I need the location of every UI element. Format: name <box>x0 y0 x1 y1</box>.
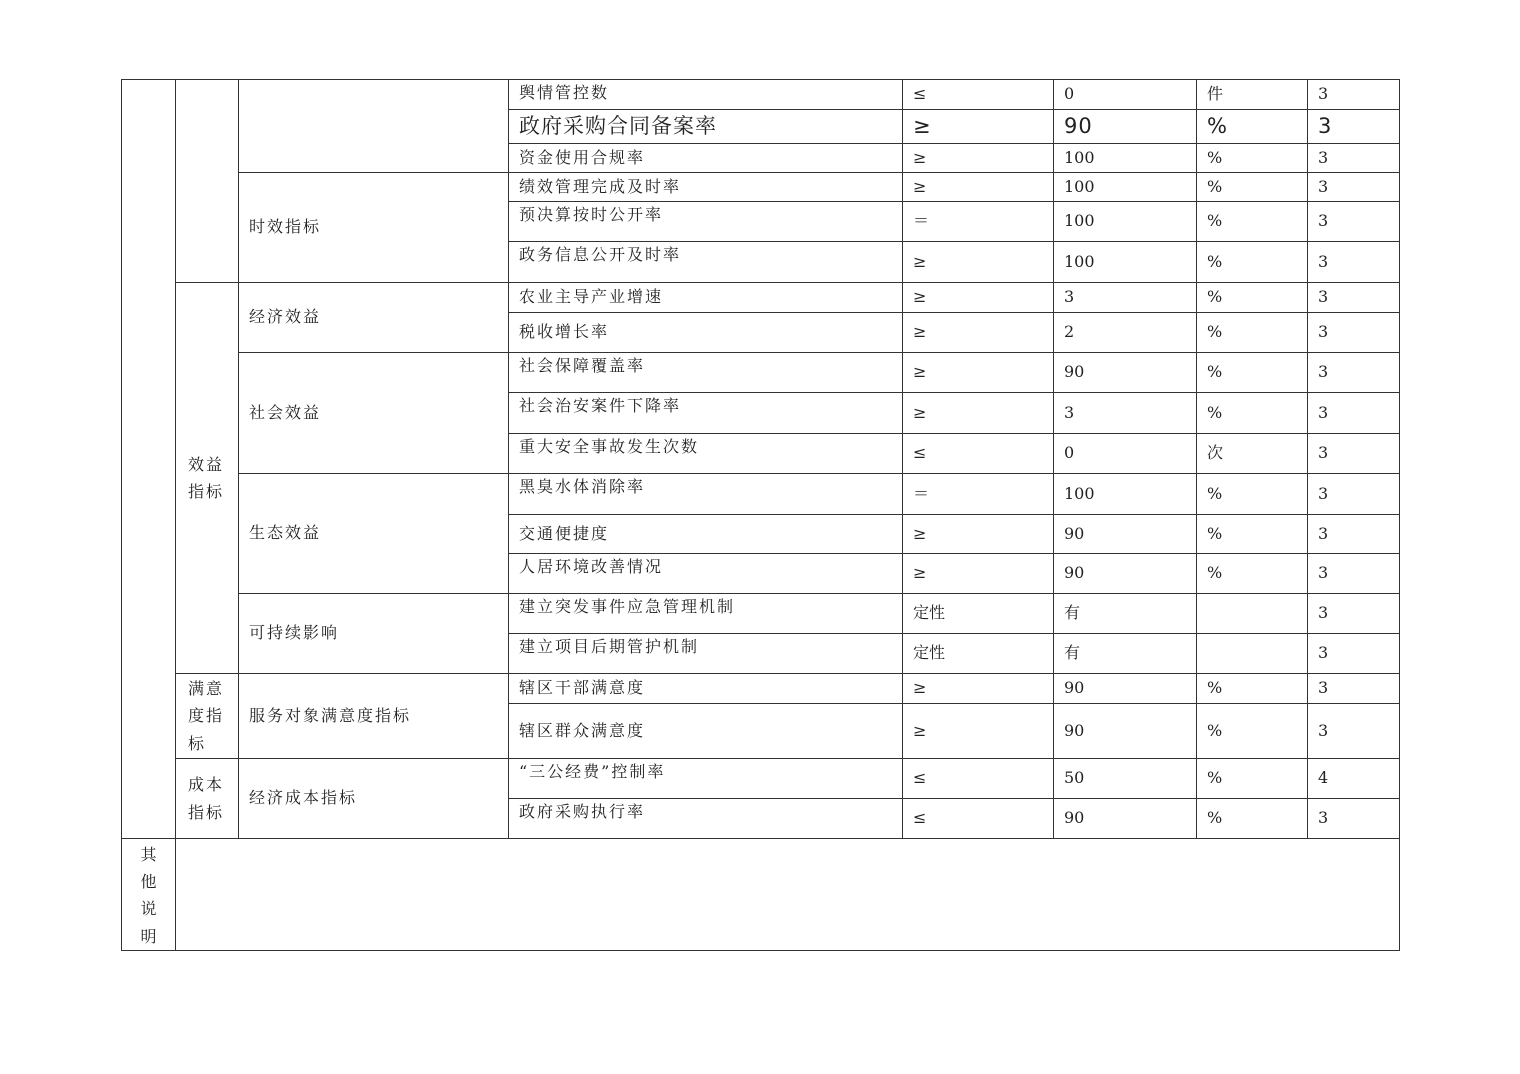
score: 3 <box>1308 634 1400 674</box>
score: 4 <box>1308 759 1400 799</box>
unit: % <box>1197 759 1308 799</box>
unit <box>1197 594 1308 634</box>
level3-economic-benefit: 经济效益 <box>239 283 509 353</box>
comparison-symbol: ≥ <box>903 353 1054 393</box>
target-value: 90 <box>1054 353 1197 393</box>
indicator-name: 建立突发事件应急管理机制 <box>509 594 903 634</box>
comparison-symbol: ＝ <box>903 474 1054 515</box>
comparison-symbol: 定性 <box>903 634 1054 674</box>
score: 3 <box>1308 242 1400 283</box>
comparison-symbol: ≤ <box>903 759 1054 799</box>
unit: % <box>1197 202 1308 242</box>
indicator-name: 农业主导产业增速 <box>509 283 903 313</box>
unit: % <box>1197 353 1308 393</box>
indicator-name: 建立项目后期管护机制 <box>509 634 903 674</box>
table-row <box>122 173 1400 202</box>
score: 3 <box>1308 674 1400 704</box>
target-value: 90 <box>1054 110 1197 144</box>
score: 3 <box>1308 202 1400 242</box>
unit: % <box>1197 515 1308 554</box>
level3-economic-cost: 经济成本指标 <box>239 759 509 839</box>
target-value: 90 <box>1054 515 1197 554</box>
score: 3 <box>1308 474 1400 515</box>
comparison-symbol: ≤ <box>903 434 1054 474</box>
comparison-symbol: ≥ <box>903 313 1054 353</box>
unit: 件 <box>1197 80 1308 110</box>
level2-cost: 成本指标 <box>176 759 239 839</box>
score: 3 <box>1308 173 1400 202</box>
comparison-symbol: ≥ <box>903 554 1054 594</box>
indicator-name: “三公经费”控制率 <box>509 759 903 799</box>
unit: % <box>1197 704 1308 759</box>
other-notes-row <box>122 839 1400 951</box>
unit: % <box>1197 110 1308 144</box>
unit: % <box>1197 554 1308 594</box>
comparison-symbol: ＝ <box>903 202 1054 242</box>
score: 3 <box>1308 704 1400 759</box>
unit: % <box>1197 283 1308 313</box>
unit: % <box>1197 313 1308 353</box>
comparison-symbol: ≥ <box>903 144 1054 173</box>
level3-sustainable: 可持续影响 <box>239 594 509 674</box>
target-value: 90 <box>1054 674 1197 704</box>
indicator-name: 政务信息公开及时率 <box>509 242 903 283</box>
level3-service-satisfaction: 服务对象满意度指标 <box>239 674 509 759</box>
target-value: 100 <box>1054 202 1197 242</box>
unit: % <box>1197 242 1308 283</box>
indicator-name: 辖区干部满意度 <box>509 674 903 704</box>
indicator-name: 人居环境改善情况 <box>509 554 903 594</box>
score: 3 <box>1308 799 1400 839</box>
comparison-symbol: ≥ <box>903 283 1054 313</box>
target-value: 50 <box>1054 759 1197 799</box>
target-value: 0 <box>1054 434 1197 474</box>
level3-cell <box>239 80 509 173</box>
unit: % <box>1197 674 1308 704</box>
unit: % <box>1197 173 1308 202</box>
unit: % <box>1197 799 1308 839</box>
unit: % <box>1197 393 1308 434</box>
indicator-name: 舆情管控数 <box>509 80 903 110</box>
score: 3 <box>1308 110 1400 144</box>
level1-cell <box>122 80 176 839</box>
comparison-symbol: 定性 <box>903 594 1054 634</box>
score: 3 <box>1308 594 1400 634</box>
table-row <box>122 594 1400 634</box>
indicator-name: 税收增长率 <box>509 313 903 353</box>
target-value: 100 <box>1054 144 1197 173</box>
performance-indicator-table <box>121 79 1400 839</box>
indicator-name: 绩效管理完成及时率 <box>509 173 903 202</box>
table-row <box>122 474 1400 515</box>
indicator-name: 资金使用合规率 <box>509 144 903 173</box>
comparison-symbol: ≤ <box>903 80 1054 110</box>
comparison-symbol: ≥ <box>903 704 1054 759</box>
score: 3 <box>1308 515 1400 554</box>
comparison-symbol: ≤ <box>903 799 1054 839</box>
level2-output-cell <box>176 80 239 283</box>
target-value: 有 <box>1054 634 1197 674</box>
target-value: 100 <box>1054 173 1197 202</box>
target-value: 3 <box>1054 393 1197 434</box>
indicator-name: 社会治安案件下降率 <box>509 393 903 434</box>
unit: % <box>1197 144 1308 173</box>
other-notes-label: 其他说明 <box>122 839 176 951</box>
score: 3 <box>1308 313 1400 353</box>
indicator-name: 黑臭水体消除率 <box>509 474 903 515</box>
score: 3 <box>1308 80 1400 110</box>
indicator-name: 交通便捷度 <box>509 515 903 554</box>
indicator-name: 预决算按时公开率 <box>509 202 903 242</box>
level3-timeliness: 时效指标 <box>239 173 509 283</box>
indicator-name: 社会保障覆盖率 <box>509 353 903 393</box>
level2-benefit: 效益指标 <box>176 283 239 674</box>
indicator-name: 政府采购合同备案率 <box>509 110 903 144</box>
table-row <box>122 283 1400 313</box>
score: 3 <box>1308 353 1400 393</box>
table-row <box>122 80 1400 110</box>
target-value: 100 <box>1054 474 1197 515</box>
other-notes-content <box>176 839 1400 951</box>
unit <box>1197 634 1308 674</box>
target-value: 90 <box>1054 799 1197 839</box>
indicator-name: 辖区群众满意度 <box>509 704 903 759</box>
level2-satisfaction: 满意度指标 <box>176 674 239 759</box>
indicator-name: 重大安全事故发生次数 <box>509 434 903 474</box>
target-value: 90 <box>1054 704 1197 759</box>
comparison-symbol: ≥ <box>903 173 1054 202</box>
table-row <box>122 674 1400 704</box>
score: 3 <box>1308 554 1400 594</box>
comparison-symbol: ≥ <box>903 110 1054 144</box>
table-row <box>122 353 1400 393</box>
score: 3 <box>1308 393 1400 434</box>
unit: % <box>1197 474 1308 515</box>
table-row <box>122 759 1400 799</box>
target-value: 100 <box>1054 242 1197 283</box>
target-value: 3 <box>1054 283 1197 313</box>
level3-ecological-benefit: 生态效益 <box>239 474 509 594</box>
indicator-name: 政府采购执行率 <box>509 799 903 839</box>
score: 3 <box>1308 434 1400 474</box>
target-value: 有 <box>1054 594 1197 634</box>
comparison-symbol: ≥ <box>903 242 1054 283</box>
score: 3 <box>1308 144 1400 173</box>
target-value: 0 <box>1054 80 1197 110</box>
comparison-symbol: ≥ <box>903 393 1054 434</box>
comparison-symbol: ≥ <box>903 515 1054 554</box>
target-value: 90 <box>1054 554 1197 594</box>
level3-social-benefit: 社会效益 <box>239 353 509 474</box>
comparison-symbol: ≥ <box>903 674 1054 704</box>
other-notes-table <box>121 838 1400 951</box>
unit: 次 <box>1197 434 1308 474</box>
target-value: 2 <box>1054 313 1197 353</box>
score: 3 <box>1308 283 1400 313</box>
